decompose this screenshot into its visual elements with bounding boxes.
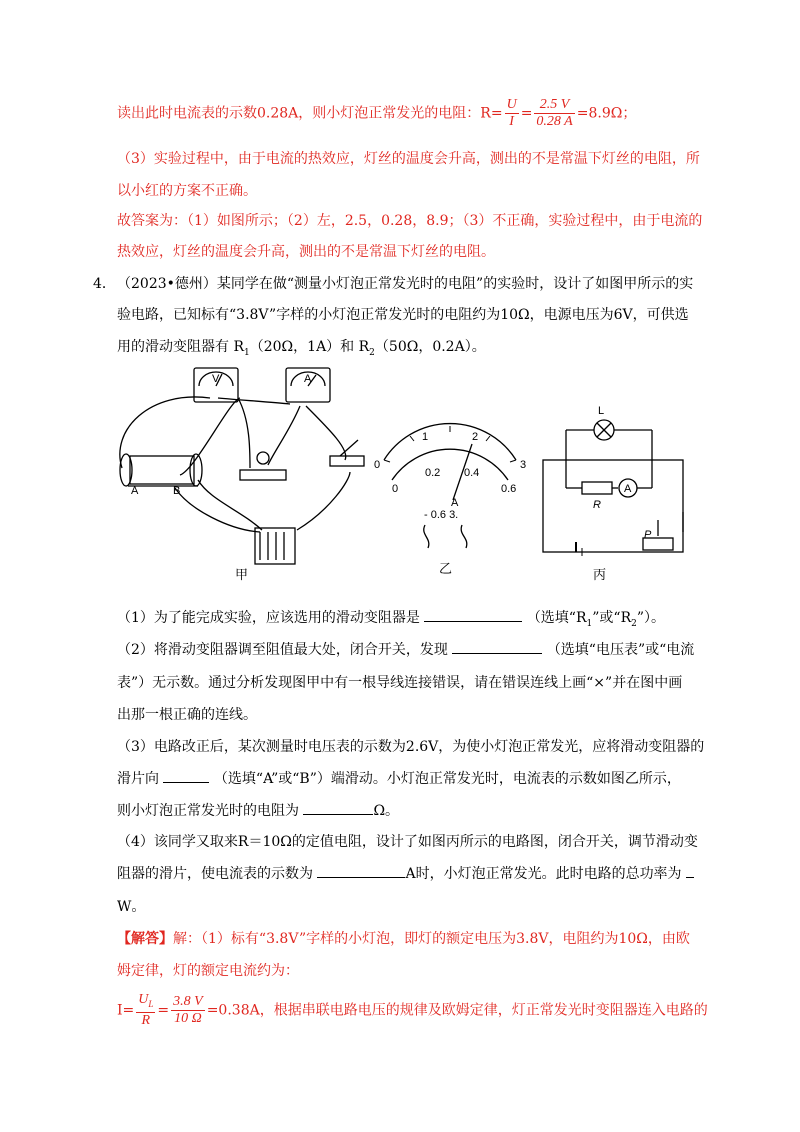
solution-resistance-line: 读出此时电流表的示数0.28A，则小灯泡正常发光的电阻：R= $\frac{U}{I}$ = $\frac{2.5 V}{0.28 A}$ =8.9Ω； <box>117 97 637 129</box>
fraction-values-2: $\frac{3.8 V}{10 \Omega}$ <box>173 993 203 1026</box>
question-4-part4-line1: （4）该同学又取来R＝10Ω的定值电阻，设计了如图丙所示的电路图，闭合开关，调节滑动变 <box>117 834 698 850</box>
slider-p-label: P <box>644 529 652 541</box>
meter-terminals: - 0.6 3. <box>424 509 459 521</box>
answer-blank-1[interactable] <box>424 607 522 622</box>
question-4-line2: 验电路，已知标有“3.8V”字样的小灯泡正常发光时的电阻约为10Ω，电源电压为6V，可供选 <box>117 307 689 323</box>
figure-jia-label: 甲 <box>235 567 249 582</box>
question-4-part2-line2: 表”）无示数。通过分析发现图甲中有一根导线连接错误，请在错误连线上画“×”并在图中画 <box>117 675 683 691</box>
lamp-l-label: L <box>598 405 605 417</box>
terminal-a-label: A <box>131 485 139 497</box>
question-4-part3-line1: （3）电路改正后，某次测量时电压表的示数为2.6V，为使小灯泡正常发光，应将滑动变阻器的 <box>117 739 705 755</box>
circuit-ammeter-label: A <box>624 483 632 495</box>
scale-0-top: 0 <box>374 459 381 471</box>
question-4-line1: 4．（2023•德州）某同学在做“测量小灯泡正常发光时的电阻”的实验时，设计了如图甲所示的实 <box>93 276 694 292</box>
question-4-part2-line3: 出那一根正确的连线。 <box>117 707 257 723</box>
meter-unit-label: A <box>451 497 459 509</box>
ammeter-label: A <box>304 373 312 385</box>
circuit-figures <box>0 360 800 590</box>
solution-part3-line1: （3）实验过程中，由于电流的热效应，灯丝的温度会升高，测出的不是常温下灯丝的电阻，所 <box>117 151 700 167</box>
answer-summary-line1: 故答案为：（1）如图所示；（2）左，2.5，0.28，8.9；（3）不正确，实验过程中，由于电流的 <box>117 213 703 229</box>
answer-blank-5[interactable] <box>317 863 405 878</box>
fraction-values: $\frac{2.5 V}{0.28 A}$ <box>536 97 573 129</box>
scale-0-bottom: 0 <box>392 483 399 495</box>
resistor-r-label: R <box>593 499 601 511</box>
answer-blank-3[interactable] <box>163 768 209 783</box>
question-4-part4-line2: 阻器的滑片，使电流表的示数为 A时，小灯泡正常发光。此时电路的总功率为 <box>117 863 694 885</box>
answer-blank-4[interactable] <box>303 800 373 815</box>
scale-2-top: 2 <box>472 431 479 443</box>
scale-3-top: 3 <box>520 459 527 471</box>
solution-part3-line2: 以小红的方案不正确。 <box>117 183 257 199</box>
question-4-part3-line3: 则小灯泡正常发光时的电阻为 Ω。 <box>117 800 399 822</box>
answer-blank-2[interactable] <box>452 639 542 654</box>
question-4-part4-line3: W。 <box>117 899 146 915</box>
question-4-part2-line1: （2）将滑动变阻器调至阻值最大处，闭合开关，发现 （选填“电压表”或“电流 <box>117 639 694 661</box>
solution-line1: 【解答】解：（1）标有“3.8V”字样的小灯泡，即灯的额定电压为3.8V，电阻约为10Ω，由欧 <box>117 931 690 947</box>
question-4-part1: （1）为了能完成实验，应该选用的滑动变阻器是 （选填“$R_1$”或“$R_2$”）。 <box>117 607 665 635</box>
fraction-ul-over-r: $\frac{U_L}{R}$ <box>138 992 154 1028</box>
voltmeter-label: V <box>212 373 220 385</box>
solution-line2: 姆定律，灯的额定电流约为： <box>117 963 299 979</box>
text: 读出此时电流表的示数0.28A，则小灯泡正常发光的电阻：R= <box>117 105 503 122</box>
answer-blank-6[interactable] <box>686 863 694 878</box>
figure-bing-label: 丙 <box>593 567 607 582</box>
scale-04-bottom: 0.4 <box>464 467 480 479</box>
scale-06-bottom: 0.6 <box>501 483 517 495</box>
scale-02-bottom: 0.2 <box>425 467 441 479</box>
fraction-u-over-i: $\frac{U}{I}$ <box>506 97 517 129</box>
question-4-part3-line2: 滑片向 （选填“A”或“B”）端滑动。小灯泡正常发光时，电流表的示数如图乙所示， <box>117 768 681 790</box>
terminal-b-label: B <box>173 485 181 497</box>
solution-current-formula: I= $\frac{U_L}{R}$ = $\frac{3.8 V}{10 \Omega}$ =0.38A，根据串联电路电压的规律及欧姆定律，灯正常发光时变阻器连入电路的 <box>117 992 708 1028</box>
scale-1-top: 1 <box>422 431 429 443</box>
question-4-line3: 用的滑动变阻器有 $R_1(20\Omega$，1A）和 $R_2(50\Omega$，0.2A）。 <box>117 339 486 358</box>
figure-yi-label: 乙 <box>439 561 453 576</box>
answer-summary-line2: 热效应，灯丝的温度会升高，测出的不是常温下灯丝的电阻。 <box>117 244 495 260</box>
